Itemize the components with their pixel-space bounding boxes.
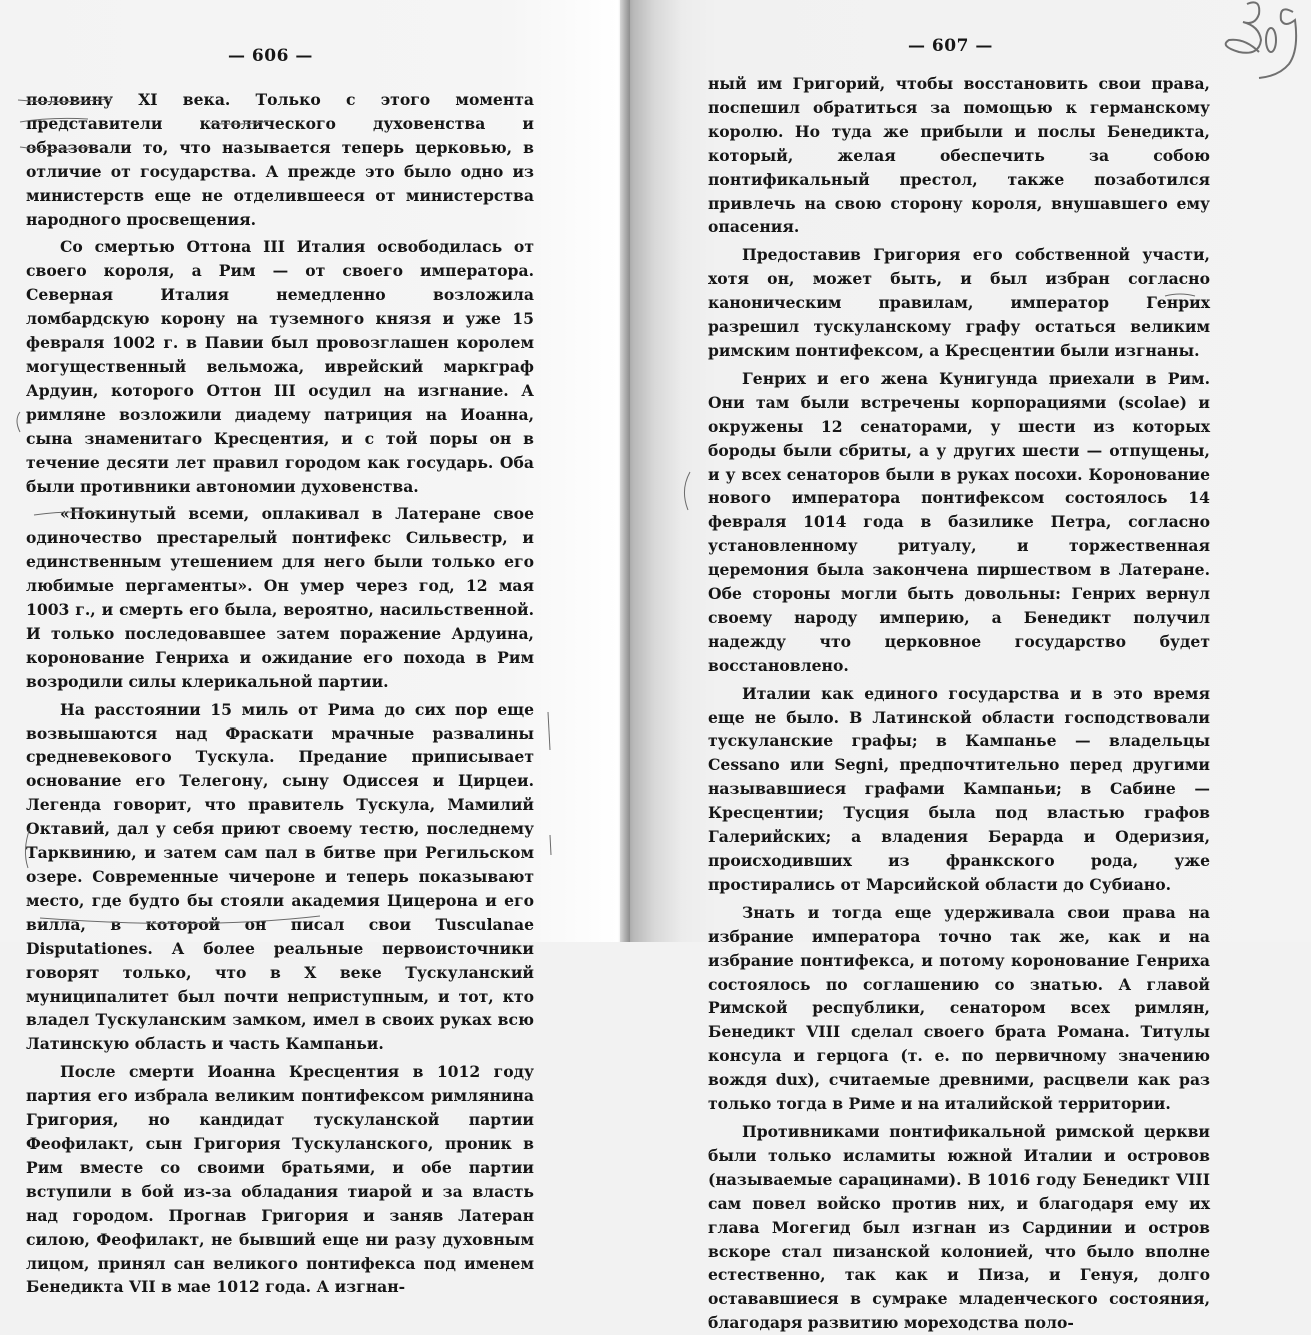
- page-number: — 606 —: [228, 46, 313, 66]
- paragraph: половину XI века. Только с этого момента представители католического духовенства и образовали то, что называется теперь церковью, в отличие от государства. А прежде это было одно из министерств еще не отделившееся от министерства народного просвещения.: [26, 90, 534, 229]
- paragraph: Италии как единого государства и в это время еще не было. В Латинской области господствовали тускуланские графы; в Кампанье — владельцы Cessano или Segni, предпочтительно перед другими называвшиеся графами Кампаньи; в Сабине — Кресцентии; Тусция была под властью графов Галерийских; а владения Берарда и Одеризия, происходивших из франкского рода, уже простирались от Марсийской области до Субиано.: [708, 683, 1210, 894]
- paragraph: Со смертью Оттона III Италия освободилась от своего короля, а Рим — от своего императора. Северная Италия немедленно возложила ломбардскую корону на туземного князя и уже 15 февраля 1002 г. в Павии был провозглашен королем могущественный вельможа, иврейский маркграф Ардуин, которого Оттон III осудил на изгнание. А римляне возложили диадему патриция на Иоанна, сына знаменитаго Кресцентия, и с той поры он в течение десяти лет правил городом как государь. Оба были противники автономии духовенства.: [26, 237, 534, 496]
- paragraph: Генрих и его жена Кунигунда приехали в Рим. Они там были встречены корпорациями (scolae) и окружены 12 сенаторами, у шести из которых бороды были сбриты, а у других шести — отпущены, и у всех сенаторов были в руках посохи. Коронование нового императора понтифексом состоялось 14 февраля 1014 года в базилике Петра, согласно установленному ритуалу, и торжественная церемония была закончена пиршеством в Латеране. Обе стороны могли быть довольны: Генрих вернул своему народу империю, а Бенедикт получил надежду что церковное государство будет восстановлено.: [708, 368, 1210, 675]
- paragraph: ный им Григорий, чтобы восстановить свои права, поспешил обратиться за помощью к германскому королю. Но туда же прибыли и послы Бенедикта, который, желая обеспечить за собою понтификальный престол, также позаботился привлечь на свою сторону короля, внушавшего ему опасения.: [708, 74, 1210, 237]
- pencil-bracket: [684, 472, 690, 510]
- pencil-bracket: [17, 412, 20, 432]
- paragraph: Предоставив Григория его собственной участи, хотя он, может быть, и был избран согласно каноническим правилам, император Генрих разрешил тускуланскому графу остаться великим римским понтифексом, а Кресцентии были изгнаны.: [708, 245, 1210, 360]
- left-page: [0, 0, 620, 1297]
- pencil-bracket: [548, 712, 550, 750]
- paragraph: «Покинутый всеми, оплакивал в Латеране свое одиночество престарелый понтифекс Сильвестр, и единственным утешением для него были только его любимые пергаменты». Он умер через год, 12 мая 1003 г., и смерть его была, вероятно, насильственной. И только последовавшее затем поражение Ардуина, коронование Генриха и ожидание его похода в Рим возродили силы клерикальной партии.: [26, 504, 534, 691]
- paragraph: На расстоянии 15 миль от Рима до сих пор еще возвышаются над Фраскати мрачные развалины средневекового Тускула. Предание приписывает основание его Телегону, сыну Одиссея и Цирцеи. Легенда говорит, что правитель Тускула, Мамилий Октавий, дал у себя приют своему тестю, последнему Тарквинию, и затем сам пал в битве при Регильском озере. Современные чичероне и теперь показывают место, где будто бы стояли академия Цицерона и его вилла, в которой он писал свои Tusculanae Disputationes. А более реальные первоисточники говорят только, что в X веке Тускуланский муниципалитет был почти неприступным, и тот, кто владел Тускуланским замком, имел в своих руках всю Латинскую область и часть Кампаньи.: [26, 699, 534, 1054]
- paragraph: Знать и тогда еще удерживала свои права на избрание императора точно так же, как и на избрание понтифекса, и потому коронование Генриха состоялось по соглашению со знатью. А главой Римской республики, сенатором всех римлян, Бенедикт VIII сделал своего брата Романа. Титулы консула и герцога (т. е. по первичному значению вождя dux), считаемые древними, расцвели как раз только тогда в Риме и на италийской территории.: [708, 902, 1210, 1114]
- page-text: [708, 72, 1210, 1335]
- pencil-bracket: [550, 835, 551, 855]
- paragraph: После смерти Иоанна Кресцентия в 1012 году партия его избрала великим понтифексом римлянина Григория, но кандидат тускуланской партии Феофилакт, сын Григория Тускуланского, проник в Рим вместе со своими братьями, и обе партии вступили в бой из-за обладания тиарой и за власть над городом. Прогнав Григория и заняв Латеран силою, Феофилакт, не бывший еще ни разу духовным лицом, принял сан великого понтифекса под именем Бенедикта VII в мае 1012 года. А изгнан-: [26, 1062, 534, 1297]
- page-number: — 607 —: [908, 36, 993, 56]
- right-page: [620, 0, 1311, 1333]
- paragraph: Противниками понтификальной римской церкви были только исламиты южной Италии и островов (называемые сарацинами). В 1016 году Бенедикт VIII сам повел войско против них, и благодаря ему их глава Могегид был изгнан из Сардинии и остров вскоре стал пизанской колонией, что было вполне естественно, так как и Пиза, и Генуя, долго остававшиеся в сумраке младенческого состояния, благодаря развитию мореходства поло-: [708, 1121, 1210, 1333]
- page-text: [26, 88, 534, 1299]
- handwritten-folio-number-icon: [1209, 0, 1299, 85]
